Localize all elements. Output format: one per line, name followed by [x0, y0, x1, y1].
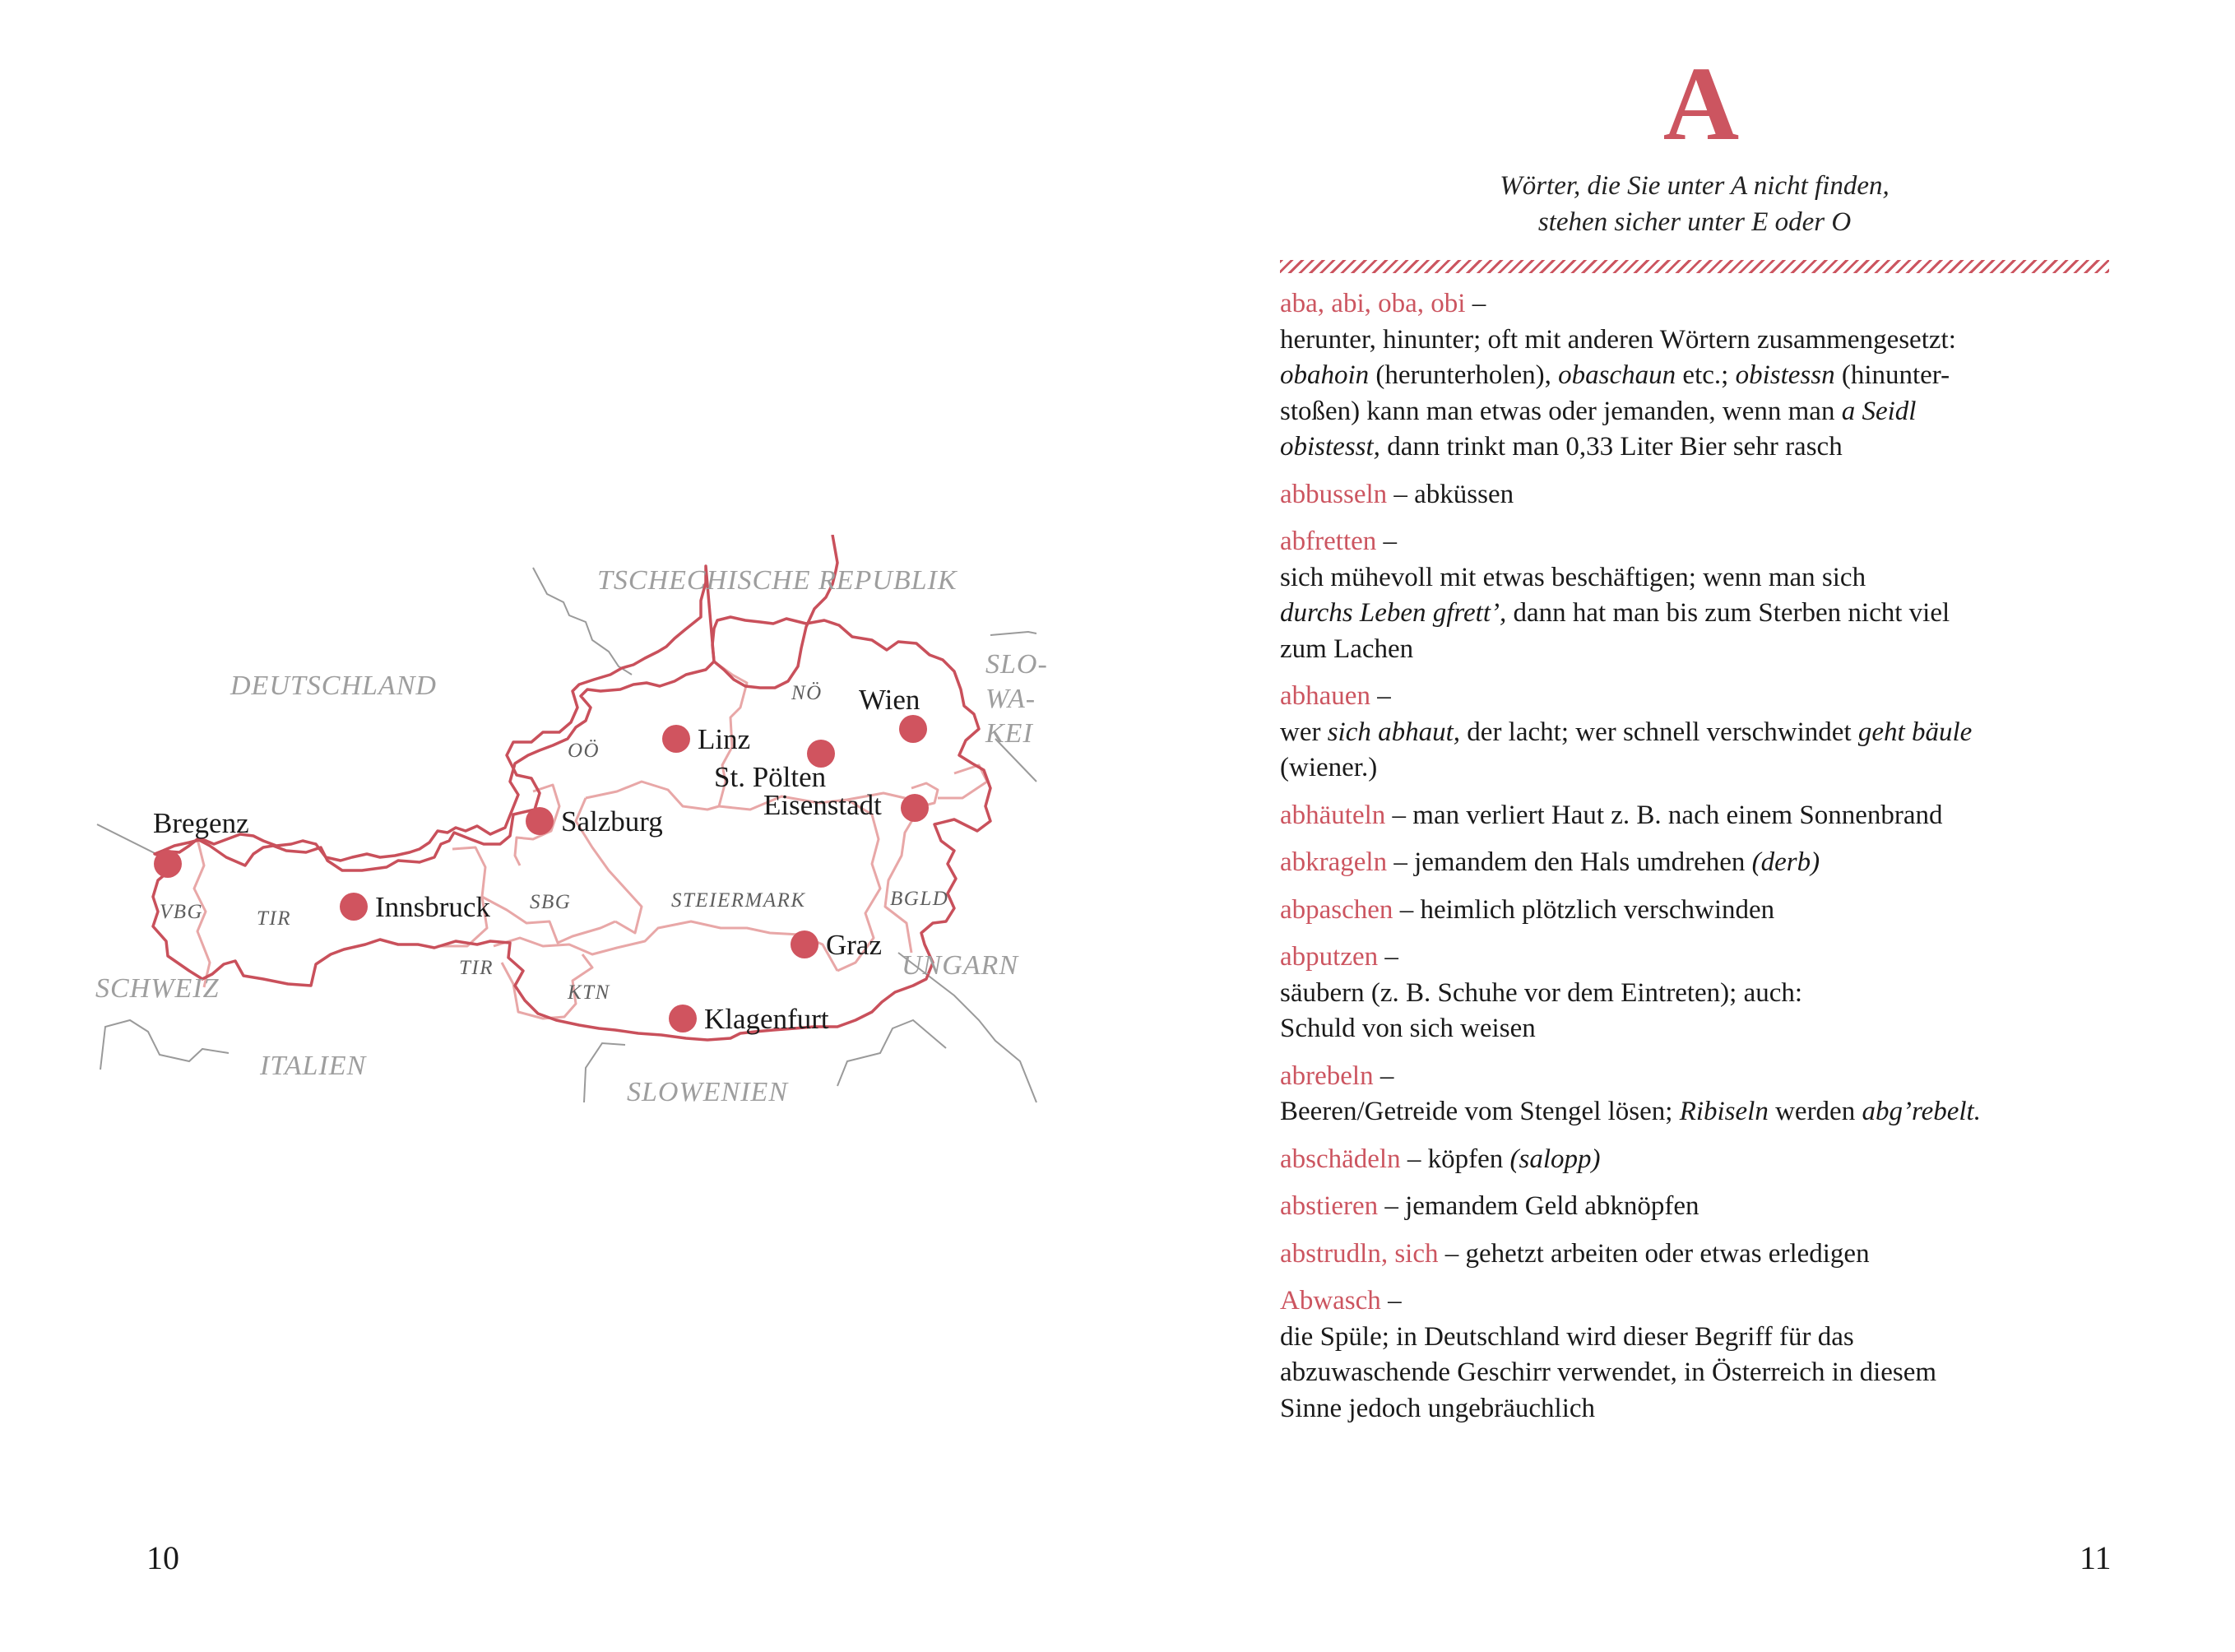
- usage-note: (salopp): [1509, 1144, 1601, 1174]
- hatched-divider: [1280, 260, 2109, 273]
- definition-line: Sinne jedoch ungebräuchlich: [1280, 1393, 1596, 1423]
- example: obistesst,: [1280, 432, 1380, 462]
- example: a Seidl: [1841, 396, 1917, 426]
- label-ktn: KTN: [568, 981, 610, 1004]
- definition: – köpfen: [1400, 1144, 1510, 1174]
- border-cz-sk: [990, 632, 1036, 635]
- dash: –: [1378, 942, 1398, 972]
- subtitle-line-1: Wörter, die Sie unter A nicht finden,: [1500, 171, 1890, 201]
- entry-abrebeln: [1280, 1059, 2109, 1130]
- entry-abputzen: [1280, 940, 2109, 1047]
- definition-line: [1280, 394, 2109, 430]
- headword: abkrageln: [1280, 847, 1388, 877]
- entry-abfretten: [1280, 524, 2109, 667]
- label-wien: Wien: [859, 684, 920, 716]
- definition-line: sich mühevoll mit etwas beschäftigen; wenn man sich: [1280, 562, 1866, 592]
- usage-note: (derb): [1751, 847, 1820, 877]
- label-schweiz: SCHWEIZ: [95, 973, 220, 1004]
- page-number-left: 10: [146, 1539, 179, 1576]
- definition-line: [1280, 1094, 2109, 1130]
- headword: Abwasch: [1280, 1286, 1381, 1316]
- dot-eisenstadt: [901, 794, 929, 822]
- text: (hinunter-: [1834, 360, 1950, 390]
- dash: –: [1380, 1286, 1402, 1316]
- headword: abstieren: [1280, 1191, 1379, 1221]
- entry-abwasch: [1280, 1283, 2109, 1427]
- entry-abbusseln: [1280, 477, 2109, 513]
- dot-klagenfurt: [669, 1005, 697, 1032]
- label-noe: NÖ: [791, 682, 823, 704]
- dash: –: [1370, 681, 1391, 711]
- text: Beeren/Getreide vom Stengel lösen;: [1280, 1097, 1680, 1126]
- dot-linz: [662, 725, 690, 753]
- label-deutschland: DEUTSCHLAND: [230, 671, 437, 701]
- example: abg’rebelt.: [1862, 1097, 1981, 1126]
- dot-wien: [899, 715, 927, 743]
- label-slowakei-1: SLO-: [985, 649, 1048, 680]
- dot-graz: [791, 930, 818, 958]
- border-it-si: [584, 1043, 625, 1102]
- example: obaschaun: [1558, 360, 1676, 390]
- text: werden: [1768, 1097, 1862, 1126]
- text: (herunterholen),: [1369, 360, 1559, 390]
- label-st-poelten: St. Pölten: [714, 761, 827, 793]
- definition: – heimlich plötzlich verschwinden: [1393, 894, 1775, 925]
- example: sich abhaut,: [1327, 717, 1461, 747]
- border-de-ch: [97, 824, 156, 854]
- label-steiermark: STEIERMARK: [671, 889, 806, 912]
- label-eisenstadt: Eisenstadt: [763, 789, 882, 821]
- border-noe-bgld-2: [938, 765, 987, 798]
- example: geht bäule: [1857, 717, 1973, 747]
- definition-line: Schuld von sich weisen: [1280, 1014, 1536, 1043]
- label-salzburg: Salzburg: [561, 805, 663, 838]
- label-slowakei-3: KEI: [985, 718, 1033, 749]
- headword: aba, abi, oba, obi: [1280, 289, 1466, 318]
- text: stoßen) kann man etwas oder jemanden, wenn man: [1280, 396, 1842, 426]
- dot-bregenz: [154, 850, 182, 878]
- subtitle-line-2: stehen sicher unter E oder O: [1537, 207, 1852, 237]
- label-sbg: SBG: [530, 891, 572, 913]
- border-ktn-stmk: [494, 921, 837, 971]
- dot-salzburg: [526, 807, 554, 835]
- text: der lacht; wer schnell verschwindet: [1460, 717, 1858, 747]
- headword: abpaschen: [1280, 894, 1393, 925]
- entry-abstieren: [1280, 1189, 2109, 1225]
- example: obistessn: [1735, 360, 1835, 390]
- text: etc.;: [1676, 360, 1736, 390]
- label-bregenz: Bregenz: [153, 807, 249, 839]
- border-ch-it: [100, 1020, 229, 1070]
- headword: abschädeln: [1280, 1144, 1401, 1174]
- section-subtitle: [1283, 168, 2106, 240]
- label-ungarn: UNGARN: [902, 950, 1018, 981]
- definition: – gehetzt arbeiten oder etwas erledigen: [1438, 1238, 1870, 1269]
- headword: abputzen: [1280, 942, 1379, 972]
- entry-abpaschen: [1280, 893, 2109, 929]
- label-tir-north: TIR: [257, 907, 291, 930]
- definition-line: [1280, 596, 2109, 632]
- austria-map: [82, 535, 1053, 1127]
- border-si-hu: [837, 1020, 946, 1086]
- dash: –: [1465, 289, 1486, 318]
- label-slowakei-2: WA-: [985, 684, 1036, 714]
- definition: – abküssen: [1387, 479, 1514, 509]
- entry-abhaeuteln: [1280, 798, 2109, 834]
- label-tschechien: TSCHECHISCHE REPUBLIK: [597, 565, 958, 596]
- headword: abfretten: [1280, 527, 1377, 556]
- headword: abhauen: [1280, 681, 1370, 711]
- headword: abstrudln, sich: [1280, 1238, 1439, 1269]
- definition-line: [1280, 429, 2109, 466]
- label-linz: Linz: [698, 723, 751, 755]
- definition: – jemandem den Hals umdrehen: [1387, 847, 1752, 877]
- dot-innsbruck: [340, 893, 368, 921]
- text: dann hat man bis zum Sterben nicht viel: [1506, 598, 1950, 628]
- example: obahoin: [1280, 360, 1370, 390]
- definition-line: die Spüle; in Deutschland wird dieser Begriff für das: [1280, 1321, 1854, 1352]
- headword: abhäuteln: [1280, 800, 1386, 830]
- label-klagenfurt: Klagenfurt: [704, 1003, 829, 1035]
- label-tir-east: TIR: [459, 957, 494, 979]
- definition: – jemandem Geld abknöpfen: [1378, 1191, 1699, 1221]
- label-graz: Graz: [826, 929, 883, 961]
- label-bgld: BGLD: [890, 888, 949, 910]
- glossary-entries: [1280, 286, 2109, 1438]
- definition-line: zum Lachen: [1280, 633, 1414, 664]
- text: dann trinkt man 0,33 Liter Bier sehr rasch: [1379, 432, 1843, 462]
- label-italien: ITALIEN: [260, 1051, 367, 1081]
- definition-line: abzuwaschende Geschirr verwendet, in Österreich in diesem: [1280, 1357, 1937, 1387]
- headword: abrebeln: [1280, 1060, 1374, 1091]
- text: wer: [1280, 717, 1328, 747]
- entry-abstrudln: [1280, 1237, 2109, 1273]
- label-ooe: OÖ: [568, 740, 600, 762]
- definition-line: herunter, hinunter; oft mit anderen Wörtern zusammengesetzt:: [1280, 324, 1956, 355]
- dash: –: [1376, 527, 1398, 556]
- entry-abkrageln: [1280, 845, 2109, 881]
- entry-aba: [1280, 286, 2109, 466]
- entry-abhauen: [1280, 679, 2109, 787]
- page-number-right: 11: [2080, 1539, 2112, 1576]
- definition-line: säubern (z. B. Schuhe vor dem Eintreten); auch:: [1280, 977, 1803, 1008]
- definition-line: [1280, 715, 2109, 751]
- definition-line: [1280, 358, 2109, 394]
- example: durchs Leben gfrett’,: [1280, 598, 1507, 628]
- label-slowenien: SLOWENIEN: [627, 1077, 788, 1107]
- example: Ribiseln: [1679, 1097, 1769, 1126]
- dash: –: [1373, 1060, 1394, 1091]
- headword: abbusseln: [1280, 479, 1388, 509]
- definition: – man verliert Haut z. B. nach einem Sonnenbrand: [1385, 800, 1943, 830]
- entry-abschaedeln: [1280, 1142, 2109, 1178]
- label-innsbruck: Innsbruck: [375, 891, 490, 923]
- left-page: [0, 0, 1117, 1652]
- section-letter: A: [1662, 45, 1740, 162]
- definition-line: (wiener.): [1280, 753, 1378, 782]
- label-vbg: VBG: [160, 901, 204, 923]
